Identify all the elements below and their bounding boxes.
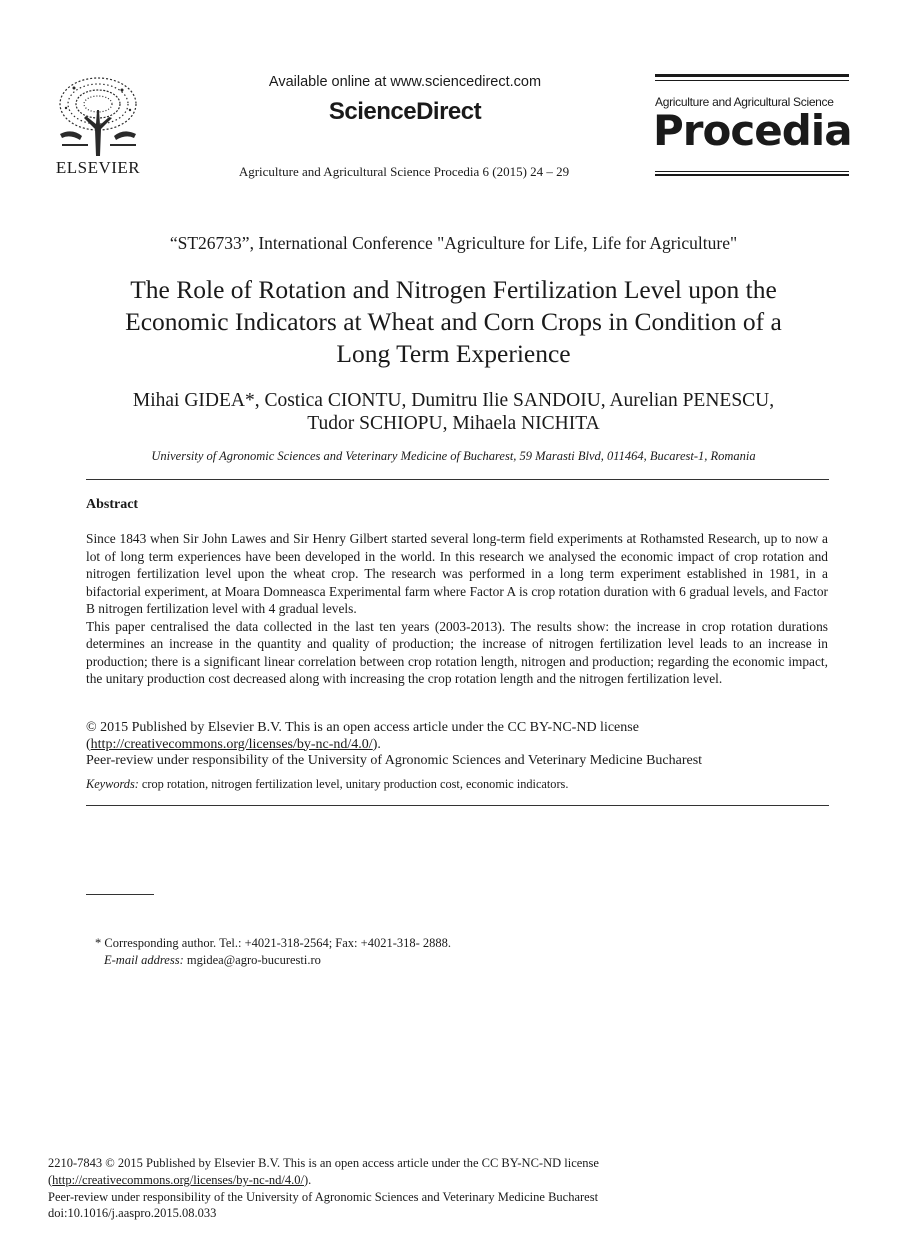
email-line <box>95 952 451 969</box>
procedia-title: Procedia <box>653 106 852 155</box>
author-list <box>60 389 847 435</box>
paren: ). <box>303 1172 312 1187</box>
procedia-subtitle: Agriculture and Agricultural Science <box>655 95 834 109</box>
title-line: Economic Indicators at Wheat and Corn Crops in Condition of a <box>125 307 782 336</box>
conference-name: “ST26733”, International Conference "Agriculture for Life, Life for Agriculture" <box>169 233 738 253</box>
footnote-rule <box>86 894 154 895</box>
procedia-rule <box>655 174 849 176</box>
footer-license-line: 2210-7843 © 2015 Published by Elsevier B.V. This is an open access article under the CC BY-NC-ND license <box>48 1156 599 1170</box>
footer-peer-review: Peer-review under responsibility of the University of Agronomic Sciences and Veterinary Medicine Bucharest <box>48 1189 599 1204</box>
license-notice <box>86 720 846 770</box>
title-line: Long Term Experience <box>336 339 571 368</box>
title-line: The Role of Rotation and Nitrogen Fertilization Level upon the <box>130 275 777 304</box>
email-address[interactable]: mgidea@agro-bucuresti.ro <box>183 953 321 967</box>
footer-link-line <box>48 1172 868 1189</box>
abstract-body <box>86 530 828 688</box>
email-label: E-mail address: <box>104 953 184 967</box>
license-link-line <box>86 737 846 754</box>
abstract-paragraph: Since 1843 when Sir John Lawes and Sir Henry Gilbert started several long-term field experiments at Rothamsted Research, up to now a lot of long term experiences have been developed in the world. In this research we analysed the economic impact of crop rotation and nitrogen fertilization level upon the wheat crop. The research was performed in a long term experiment established in 1981, in a bifactorial experiment, at Moara Domneasca Experimental farm where Factor A is crop rotation duration with 6 gradual levels, and Factor B nitrogen fertilization level with 4 gradual levels. <box>86 531 828 616</box>
elsevier-wordmark: ELSEVIER <box>55 158 141 177</box>
paren: ). <box>372 736 381 752</box>
doi[interactable]: doi:10.1016/j.aaspro.2015.08.033 <box>48 1206 217 1221</box>
license-link[interactable]: http://creativecommons.org/licenses/by-nc-nd/4.0/ <box>90 736 373 752</box>
keywords-label: Keywords: <box>86 777 139 791</box>
affiliation: University of Agronomic Sciences and Veterinary Medicine of Bucharest, 59 Marasti Blvd, 011464, Bucarest-1, Romania <box>151 449 756 463</box>
paper-title <box>60 274 847 370</box>
journal-reference: Agriculture and Agricultural Science Procedia 6 (2015) 24 – 29 <box>238 164 570 179</box>
peer-review-line: Peer-review under responsibility of the University of Agronomic Sciences and Veterinary Medicine Bucharest <box>86 753 703 768</box>
divider <box>86 479 829 480</box>
available-online-text: Available online at www.sciencedirect.com <box>268 74 542 90</box>
corresponding-line: * Corresponding author. Tel.: +4021-318-2564; Fax: +4021-318- 2888. <box>95 936 452 950</box>
authors-line: Tudor SCHIOPU, Mihaela NICHITA <box>307 413 600 434</box>
procedia-rule <box>655 74 849 77</box>
license-line: © 2015 Published by Elsevier B.V. This is an open access article under the CC BY-NC-ND license <box>86 720 639 735</box>
sciencedirect-logo: ScienceDirect <box>328 98 482 125</box>
procedia-rule <box>655 80 849 81</box>
corresponding-author-note <box>95 935 451 969</box>
keywords <box>86 777 568 792</box>
authors-line: Mihai GIDEA*, Costica CIONTU, Dumitru Ilie SANDOIU, Aurelian PENESCU, <box>132 390 775 411</box>
page-footer <box>48 1155 868 1222</box>
procedia-rule <box>655 171 849 172</box>
footer-license-link[interactable]: http://creativecommons.org/licenses/by-nc-nd/4.0/ <box>52 1172 304 1187</box>
divider <box>86 805 829 806</box>
abstract-paragraph: This paper centralised the data collected in the last ten years (2003-2013). The results show: the increase in crop rotation durations determines an increase in the quantity and quality of production; the increase of nitrogen fertilization level leads to an increase in production; there is a significant linear correlation between crop rotation length, nitrogen and production; regarding the economic impact, the unitary production cost decreased along with increasing the crop rotation length and the nitrogen fertilization level. <box>86 618 828 686</box>
abstract-heading: Abstract <box>86 497 139 512</box>
paren: ( <box>48 1172 53 1187</box>
procedia-logo <box>653 74 852 176</box>
paren: ( <box>86 736 91 752</box>
keywords-text: crop rotation, nitrogen fertilization level, unitary production cost, economic indicators. <box>138 777 569 791</box>
